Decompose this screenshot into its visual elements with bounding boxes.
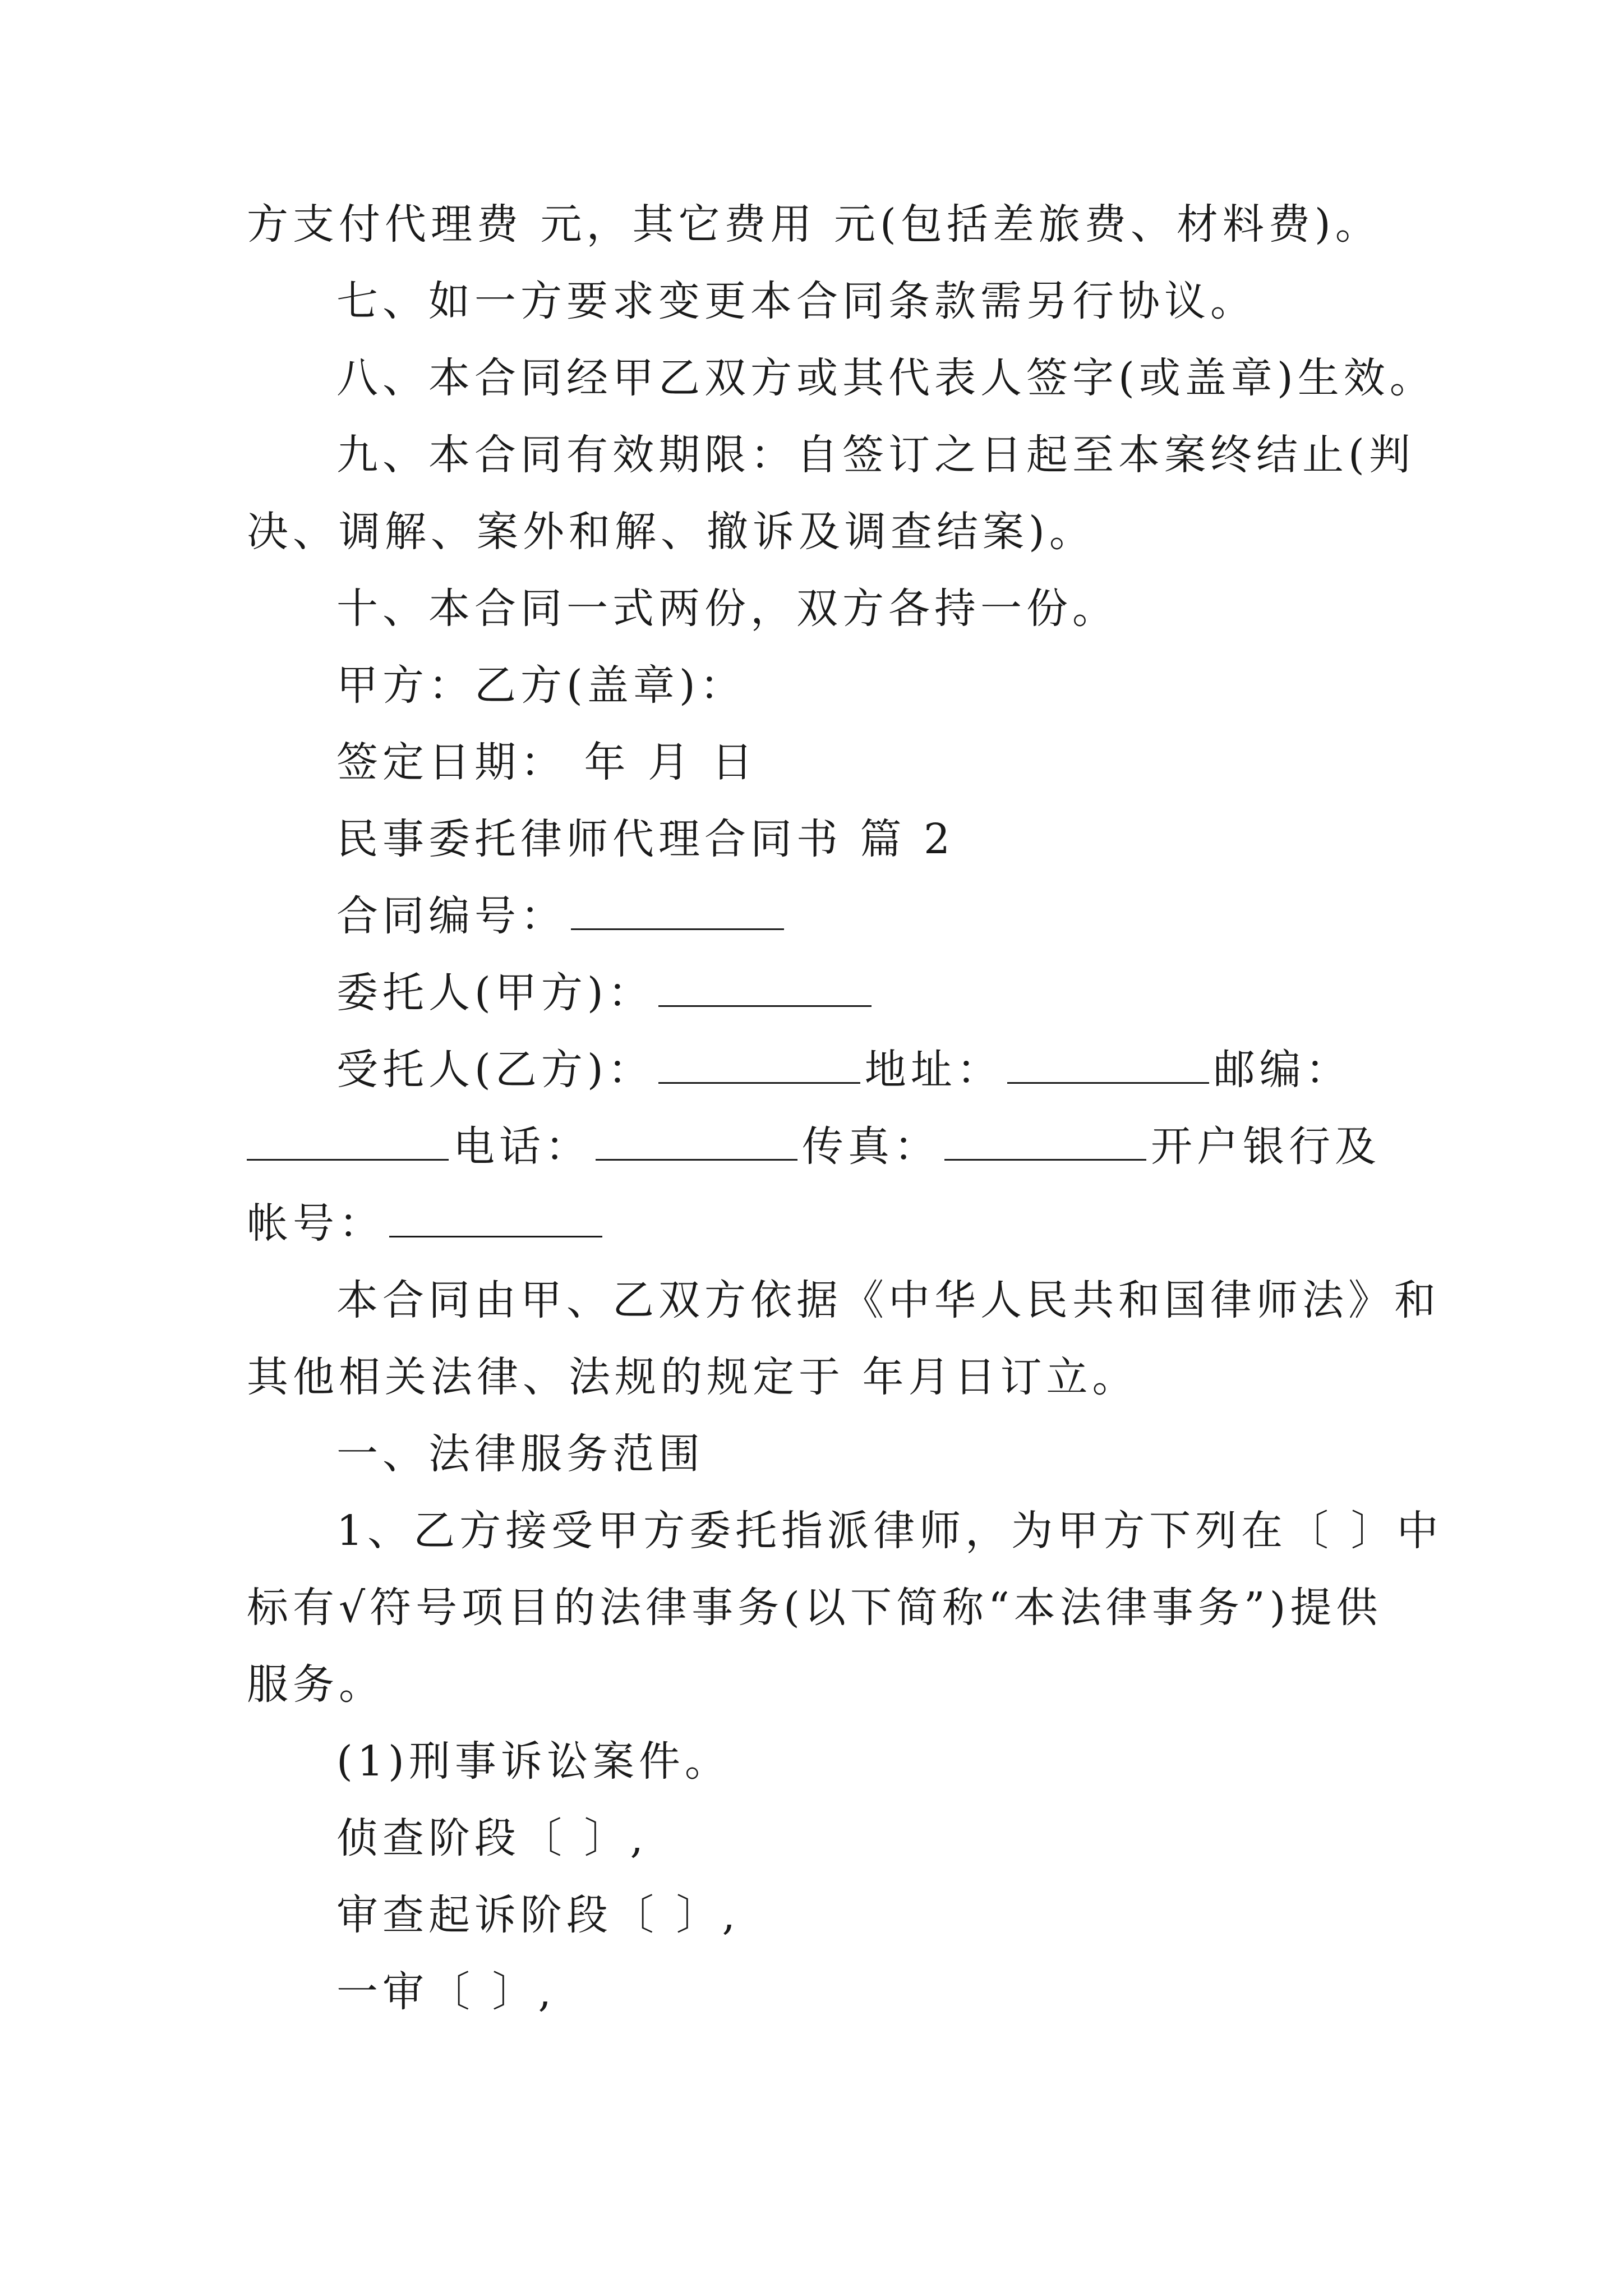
section-title: 民事委托律师代理合同书 篇 2	[336, 815, 955, 863]
client-blank	[658, 968, 872, 1007]
date-line: 签定日期： 年 月 日	[336, 738, 758, 786]
text-line: 本合同由甲、乙双方依据《中华人民共和国律师法》和	[336, 1276, 1440, 1324]
account-line	[247, 1195, 607, 1251]
contract-number-line	[336, 888, 789, 944]
text-line: 八、本合同经甲乙双方或其代表人签字(或盖章)生效。	[336, 354, 1436, 402]
postcode-blank	[247, 1122, 449, 1161]
text-line: 1、乙方接受甲方委托指派律师，为甲方下列在〔 〕中	[336, 1507, 1443, 1555]
agent-blank	[658, 1045, 860, 1084]
account-blank	[389, 1199, 602, 1237]
client-line	[336, 965, 876, 1021]
address-label: 地址：	[864, 1046, 1003, 1094]
section-heading: 一、法律服务范围	[336, 1430, 704, 1478]
client-label: 委托人(甲方)：	[336, 969, 654, 1017]
text-line: 九、本合同有效期限：自签订之日起至本案终结止(判	[336, 431, 1415, 479]
postcode-label: 邮编：	[1213, 1046, 1352, 1094]
text-line: (1)刑事诉讼案件。	[336, 1737, 731, 1786]
text-line: 其他相关法律、法规的规定于 年月日订立。	[247, 1353, 1138, 1401]
fax-blank	[944, 1122, 1146, 1161]
phone-blank	[596, 1122, 797, 1161]
list-item: 一审〔 〕,	[336, 1968, 556, 2016]
signature-line: 甲方：乙方(盖章)：	[336, 661, 746, 710]
text-line: 方支付代理费 元，其它费用 元(包括差旅费、材料费)。	[247, 200, 1381, 249]
account-label: 帐号：	[247, 1199, 385, 1248]
text-line: 十、本合同一式两份，双方各持一份。	[336, 585, 1118, 633]
phone-label: 电话：	[453, 1122, 591, 1171]
text-line: 服务。	[247, 1660, 385, 1709]
text-line: 七、如一方要求变更本合同条款需另行协议。	[336, 277, 1256, 325]
agent-line	[336, 1042, 1352, 1098]
list-item: 侦查阶段〔 〕,	[336, 1814, 648, 1862]
contract-number-blank	[571, 891, 784, 930]
contact-line	[247, 1119, 1381, 1175]
bank-label: 开户银行及	[1151, 1122, 1381, 1171]
text-line: 决、调解、案外和解、撤诉及调查结案)。	[247, 508, 1095, 556]
list-item: 审查起诉阶段〔 〕,	[336, 1891, 740, 1939]
agent-label: 受托人(乙方)：	[336, 1046, 654, 1094]
contract-number-label: 合同编号：	[336, 892, 566, 940]
fax-label: 传真：	[802, 1122, 940, 1171]
address-blank	[1007, 1045, 1209, 1084]
text-line: 标有√符号项目的法律事务(以下简称“本法律事务”)提供	[247, 1584, 1382, 1632]
